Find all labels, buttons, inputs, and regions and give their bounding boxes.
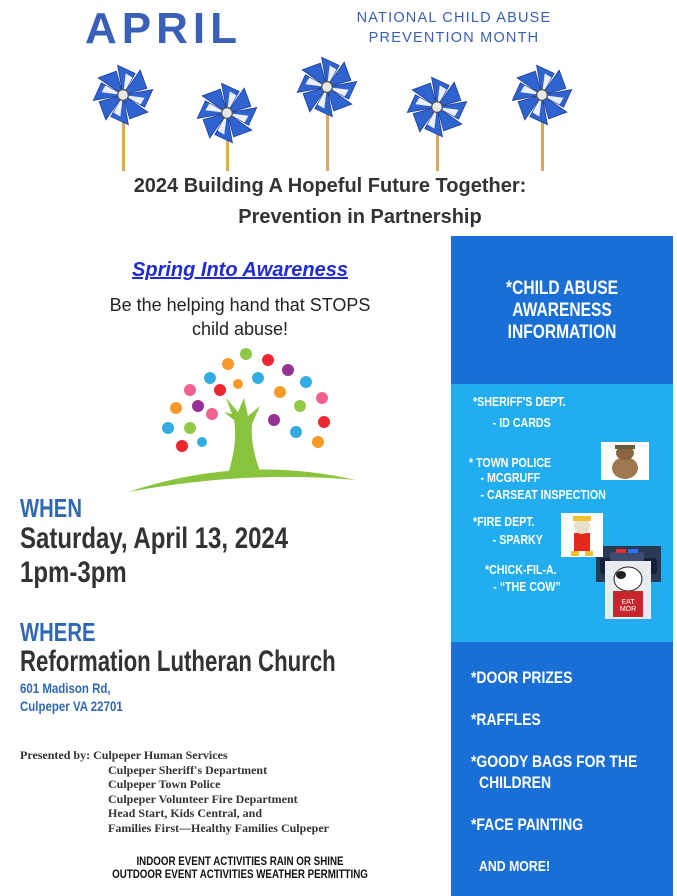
address-line2: Culpeper VA 22701: [20, 698, 123, 714]
event-title-line1: 2024 Building A Hopeful Future Together:: [133, 175, 527, 197]
police-sub2: - CARSEAT INSPECTION: [480, 487, 606, 502]
presented-label: Presented by:: [20, 748, 91, 762]
presented-by: [20, 748, 329, 835]
activities-panel: [451, 236, 673, 896]
fire-item: [473, 514, 543, 547]
mcgruff-dog-icon: [601, 442, 649, 480]
chickfila-title: *CHICK-FIL-A.: [485, 562, 557, 577]
pinwheel-icon: [407, 77, 466, 171]
event-date: Saturday, April 13, 2024: [20, 522, 289, 555]
info-heading-line: INFORMATION: [507, 322, 617, 343]
extra-goody-bags: *GOODY BAGS FOR THE: [471, 752, 638, 771]
month-heading: APRIL: [85, 4, 242, 53]
event-title-line2: Prevention in Partnership: [238, 206, 482, 228]
chickfila-cow-icon: [605, 561, 651, 619]
info-heading-line: *CHILD ABUSE: [506, 278, 618, 299]
pinwheel-icon: [197, 83, 256, 171]
presenter: Culpeper Human Services: [93, 748, 228, 762]
presenter: Families First—Healthy Families Culpeper: [108, 820, 329, 835]
handprint-tree-icon: [128, 342, 358, 500]
pinwheel-icon: [93, 65, 152, 171]
presenter: Culpeper Town Police: [108, 777, 221, 791]
info-heading: [471, 278, 653, 344]
police-item: [469, 455, 606, 502]
month-subtitle-line1: NATIONAL CHILD ABUSE: [356, 10, 552, 26]
sheriff-item: [473, 394, 566, 430]
sparky-dog-icon: [561, 513, 603, 557]
event-time: 1pm-3pm: [20, 556, 127, 589]
info-heading-line: AWARENESS: [512, 300, 612, 321]
partners-block: [451, 384, 673, 642]
address-line1: 601 Madison Rd,: [20, 680, 111, 696]
extra-face-painting: *FACE PAINTING: [471, 815, 584, 834]
presenter: Culpeper Volunteer Fire Department: [108, 791, 298, 806]
chickfila-sub: - “THE COW”: [493, 579, 561, 594]
tagline-line1: Be the helping hand that STOPS: [109, 295, 371, 315]
extra-raffles: *RAFFLES: [471, 710, 541, 729]
extras-block: [451, 642, 673, 896]
extra-door-prizes: *DOOR PRIZES: [471, 668, 573, 687]
month-subtitle-line2: PREVENTION MONTH: [368, 30, 540, 46]
pinwheel-icon: [297, 57, 356, 171]
tagline-text: [60, 293, 420, 341]
info-heading-block: [451, 236, 673, 384]
fire-title: *FIRE DEPT.: [473, 514, 535, 529]
police-sub1: - MCGRUFF: [480, 470, 541, 485]
venue-name: Reformation Lutheran Church: [20, 645, 336, 678]
extra-goody-bags-cont: CHILDREN: [479, 773, 552, 792]
spring-awareness-link[interactable]: Spring Into Awareness: [132, 259, 348, 281]
weather-note-line2: OUTDOOR EVENT ACTIVITIES WEATHER PERMITTING: [112, 869, 368, 881]
presenter: Culpeper Sheriff's Department: [108, 762, 268, 777]
police-title: * TOWN POLICE: [469, 455, 552, 470]
sheriff-sub: - ID CARDS: [492, 415, 551, 430]
cow-sign: EAT MOR: [619, 599, 637, 613]
where-label: WHERE: [20, 617, 96, 647]
pinwheel-icon: [512, 65, 571, 171]
fire-sub: - SPARKY: [492, 532, 543, 547]
weather-note: [70, 856, 410, 882]
tagline-line2: child abuse!: [191, 319, 289, 339]
pinwheel-row: [0, 55, 677, 175]
weather-note-line1: INDOOR EVENT ACTIVITIES RAIN OR SHINE: [136, 856, 344, 868]
when-label: WHEN: [20, 493, 82, 523]
sheriff-title: *SHERIFF'S DEPT.: [473, 394, 566, 409]
presenter: Head Start, Kids Central, and: [108, 806, 263, 820]
chickfila-item: [485, 562, 561, 594]
extra-and-more: AND MORE!: [479, 858, 551, 875]
